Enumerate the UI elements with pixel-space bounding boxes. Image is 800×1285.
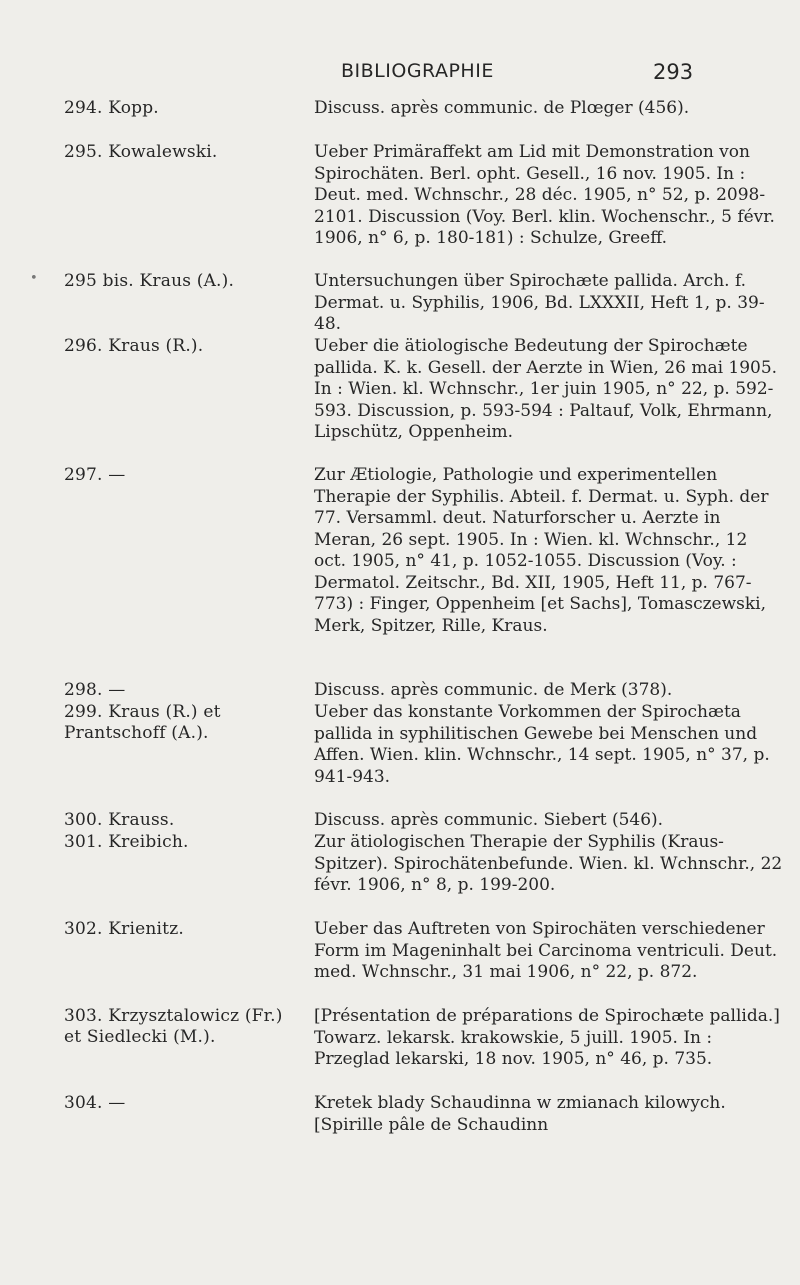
bibliography-entry: [0, 1093, 800, 1137]
entry-text: Zur ätiologischen Therapie der Syphilis (Kraus-Spitzer). Spirochätenbefunde. Wien. kl. Wchnschr., 22 févr. 1906, n° 8, p. 199-200.: [314, 832, 783, 895]
bibliography-entry: [0, 919, 800, 1006]
entry-text: Discuss. après communic. de Plœger (456).: [314, 98, 690, 118]
bibliography-list: [0, 98, 800, 1137]
entry-text: Ueber Primäraffekt am Lid mit Demonstration von Spirochäten. Berl. opht. Gesell., 16 nov. 1905. In : Deut. med. Wchnschr., 28 déc. 1905, n° 52, p. 2098-2101. Discussion (Voy. Berl. klin. Wochenschr., 5 févr. 1906, n° 6, p. 180-181) : Schulze, Greeff.: [314, 142, 775, 248]
entry-text: Untersuchungen über Spirochæte pallida. Arch. f. Dermat. u. Syphilis, 1906, Bd. LXXXII, Heft 1, p. 39-48.: [314, 271, 765, 334]
entry-label: 297. —: [64, 465, 126, 485]
bibliography-entry: [0, 271, 800, 336]
bibliography-entry: [0, 336, 800, 465]
bibliography-entry: [0, 1006, 800, 1093]
entry-text: Ueber die ätiologische Bedeutung der Spirochæte pallida. K. k. Gesell. der Aerzte in Wien, 26 mai 1905. In : Wien. kl. Wchnschr., 1er juin 1905, n° 22, p. 592-593. Discussion, p. 593-594 : Paltauf, Volk, Ehrmann, Lipschütz, Oppenheim.: [314, 336, 778, 442]
bibliography-entry: [0, 98, 800, 142]
entry-label: 302. Krienitz.: [64, 919, 184, 939]
entry-label: 303. Krzysztalowicz (Fr.) et Siedlecki (M.).: [64, 1006, 283, 1047]
bibliography-entry: [0, 810, 800, 832]
entry-text: Ueber das konstante Vorkommen der Spirochæta pallida in syphilitischen Gewebe bei Menschen und Affen. Wien. klin. Wchnschr., 14 sept. 1905, n° 37, p. 941-943.: [314, 702, 770, 787]
page-number: 293: [653, 60, 694, 84]
entry-label: 294. Kopp.: [64, 98, 159, 118]
entry-label: 299. Kraus (R.) et Prantschoff (A.).: [64, 702, 221, 743]
entry-text: Zur Ætiologie, Pathologie und experimentellen Therapie der Syphilis. Abteil. f. Dermat. u. Syph. der 77. Versamml. deut. Naturforscher u. Aerzte in Meran, 26 sept. 1905. In : Wien. kl. Wchnschr., 12 oct. 1905, n° 41, p. 1052-1055. Discussion (Voy. : Dermatol. Zeitschr., Bd. XII, 1905, Heft 11, p. 767-773) : Finger, Oppenheim [et Sachs], Tomasczewski, Merk, Spitzer, Rille, Kraus.: [314, 465, 769, 636]
entry-label: 298. —: [64, 680, 126, 700]
entry-text: Ueber das Auftreten von Spirochäten verschiedener Form im Mageninhalt bei Carcinoma ventriculi. Deut. med. Wchnschr., 31 mai 1906, n° 22, p. 872.: [314, 919, 778, 982]
entry-label: 295 bis. Kraus (A.).: [64, 271, 235, 291]
entry-label: 304. —: [64, 1093, 126, 1113]
bibliography-entry: [0, 702, 800, 810]
entry-text: [Présentation de préparations de Spirochæte pallida.] Towarz. lekarsk. krakowskie, 5 juill. 1905. In : Przeglad lekarski, 18 nov. 1905, n° 46, p. 735.: [314, 1006, 780, 1069]
entry-label: 295. Kowalewski.: [64, 142, 218, 162]
header-title: BIBLIOGRAPHIE: [341, 60, 494, 82]
entry-label: 296. Kraus (R.).: [64, 336, 204, 356]
bibliography-entry: [0, 465, 800, 680]
entry-label: 300. Krauss.: [64, 810, 175, 830]
entry-text: Discuss. après communic. Siebert (546).: [314, 810, 664, 830]
entry-text: Discuss. après communic. de Merk (378).: [314, 680, 673, 700]
bibliography-entry: [0, 832, 800, 919]
bibliography-entry: [0, 680, 800, 702]
entry-label: 301. Kreibich.: [64, 832, 189, 852]
entry-text: Kretek blady Schaudinna w zmianach kilowych. [Spirille pâle de Schaudinn: [314, 1093, 726, 1135]
margin-bullet-icon: •: [30, 271, 38, 286]
running-header: [0, 60, 800, 90]
bibliography-entry: [0, 142, 800, 271]
